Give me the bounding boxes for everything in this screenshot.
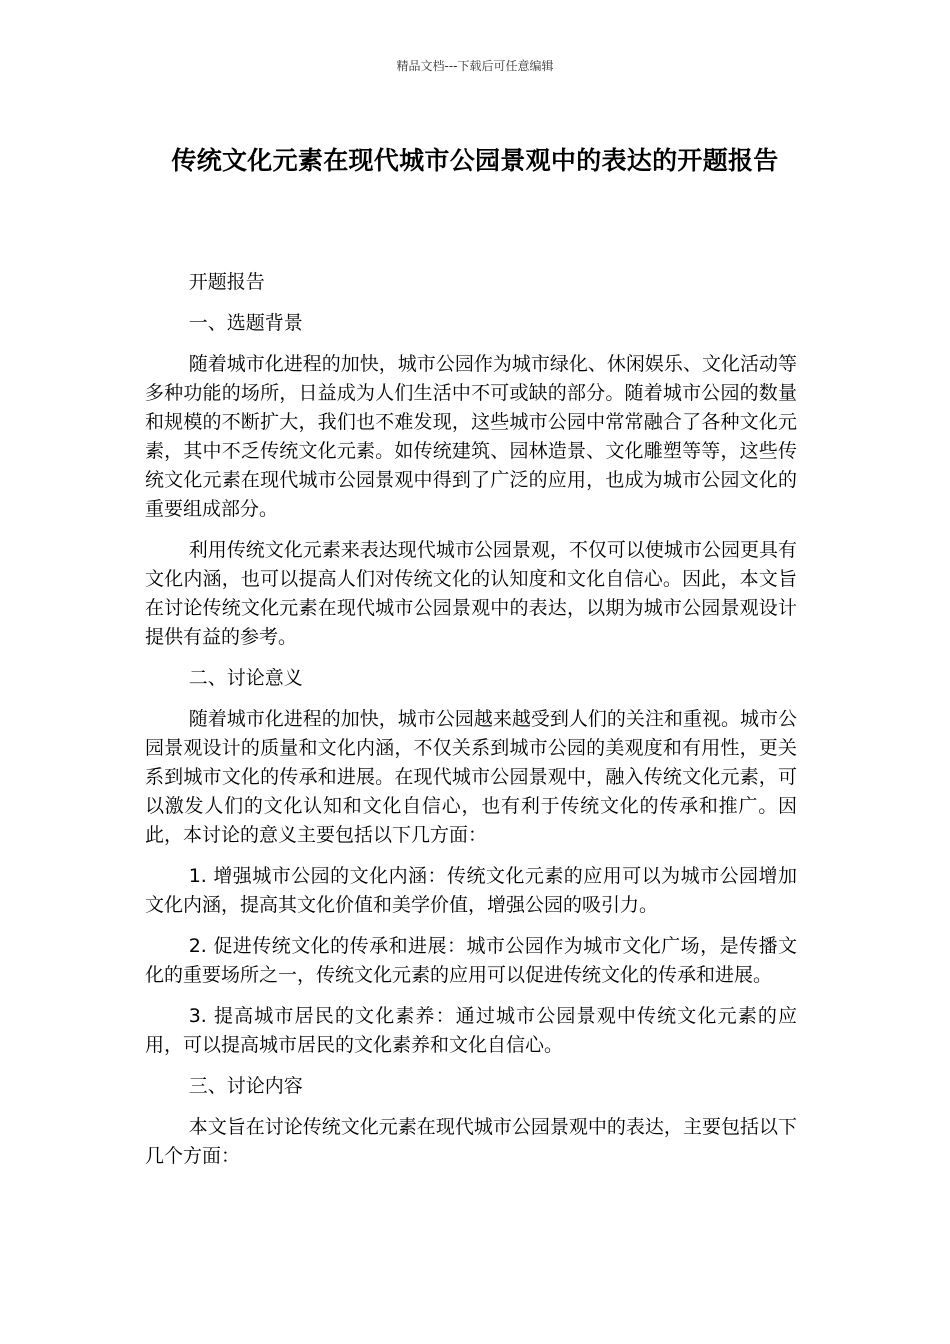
section-label-proposal: 开题报告	[188, 271, 265, 293]
heading-significance: 二、讨论意义	[188, 667, 303, 689]
paragraph-significance: 随着城市化进程的加快，城市公园越来越受到人们的关注和重视。城市公园景观设计的质量和文化内涵，不仅关系到城市公园的美观度和有用性，更关系到城市文化的传承和进展。在现代城市公园景观中，融入传统文化元素，可以激发人们的文化认知和文化自信心，也有利于传统文化的传承和推广。因此，本讨论的意义主要包括以下几方面：	[145, 708, 797, 846]
list-item-2: 2. 促进传统文化的传承和进展：城市公园作为城市文化广场，是传播文化的重要场所之一，传统文化元素的应用可以促进传统文化的传承和进展。	[145, 935, 797, 986]
document-body	[145, 268, 797, 1183]
paragraph-background-2: 利用传统文化元素来表达现代城市公园景观，不仅可以使城市公园更具有文化内涵，也可以提高人们对传统文化的认知度和文化自信心。因此，本文旨在讨论传统文化元素在现代城市公园景观中的表达，以期为城市公园景观设计提供有益的参考。	[145, 539, 797, 648]
heading-background: 一、选题背景	[188, 312, 303, 334]
paragraph-content: 本文旨在讨论传统文化元素在现代城市公园景观中的表达，主要包括以下几个方面：	[145, 1116, 797, 1167]
list-item-3: 3. 提高城市居民的文化素养：通过城市公园景观中传统文化元素的应用，可以提高城市居民的文化素养和文化自信心。	[145, 1005, 797, 1056]
paragraph-background-1: 随着城市化进程的加快，城市公园作为城市绿化、休闲娱乐、文化活动等多种功能的场所，日益成为人们生活中不可或缺的部分。随着城市公园的数量和规模的不断扩大，我们也不难发现，这些城市公园中常常融合了各种文化元素，其中不乏传统文化元素。如传统建筑、园林造景、文化雕塑等等，这些传统文化元素在现代城市公园景观中得到了广泛的应用，也成为城市公园文化的重要组成部分。	[145, 353, 797, 520]
document-title: 传统文化元素在现代城市公园景观中的表达的开题报告	[171, 146, 779, 175]
list-item-1: 1. 增强城市公园的文化内涵：传统文化元素的应用可以为城市公园增加文化内涵，提高其文化价值和美学价值，增强公园的吸引力。	[145, 865, 797, 916]
header-note: 精品文档---下载后可任意编辑	[396, 59, 554, 73]
heading-content: 三、讨论内容	[188, 1075, 303, 1097]
